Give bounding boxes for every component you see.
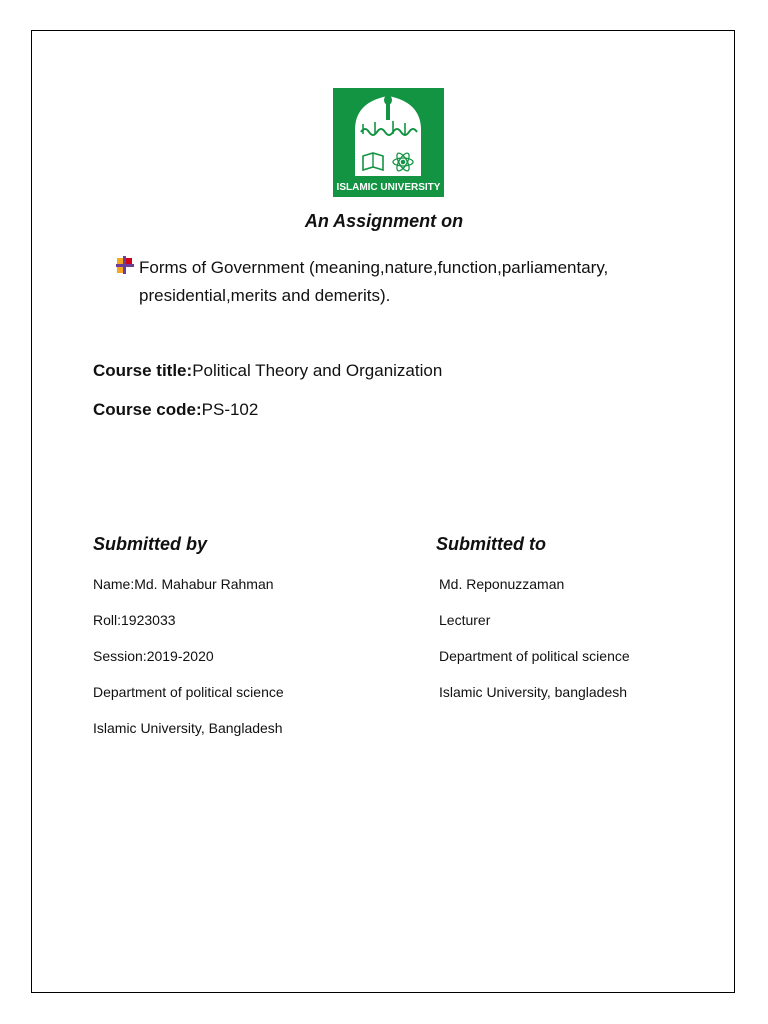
student-session: Session:2019-2020 xyxy=(93,648,214,664)
student-roll: Roll:1923033 xyxy=(93,612,176,628)
university-logo xyxy=(333,88,444,197)
course-code-value: PS-102 xyxy=(201,400,259,419)
course-title-label: Course title: xyxy=(93,361,193,380)
submitted-to-heading: Submitted to xyxy=(436,534,546,554)
assignment-heading: An Assignment on xyxy=(304,211,464,231)
teacher-university: Islamic University, bangladesh xyxy=(439,684,628,700)
course-code-row xyxy=(93,400,258,420)
course-code-label: Course code: xyxy=(93,400,202,419)
student-university: Islamic University, Bangladesh xyxy=(93,720,283,736)
topic-line-1: Forms of Government (meaning,nature,function,parliamentary, xyxy=(139,258,609,277)
submitted-by-heading: Submitted by xyxy=(93,534,208,554)
assignment-topic xyxy=(139,254,699,310)
teacher-designation: Lecturer xyxy=(439,612,491,628)
course-title-value: Political Theory and Organization xyxy=(192,361,443,380)
logo-caption: ISLAMIC UNIVERSITY xyxy=(336,182,441,193)
topic-line-2: presidential,merits and demerits). xyxy=(139,286,391,305)
student-department: Department of political science xyxy=(93,684,284,700)
course-title-row xyxy=(93,361,442,381)
student-name: Name:Md. Mahabur Rahman xyxy=(93,576,274,592)
teacher-department: Department of political science xyxy=(439,648,630,664)
bullet-icon xyxy=(115,256,135,274)
teacher-name: Md. Reponuzzaman xyxy=(439,576,565,592)
